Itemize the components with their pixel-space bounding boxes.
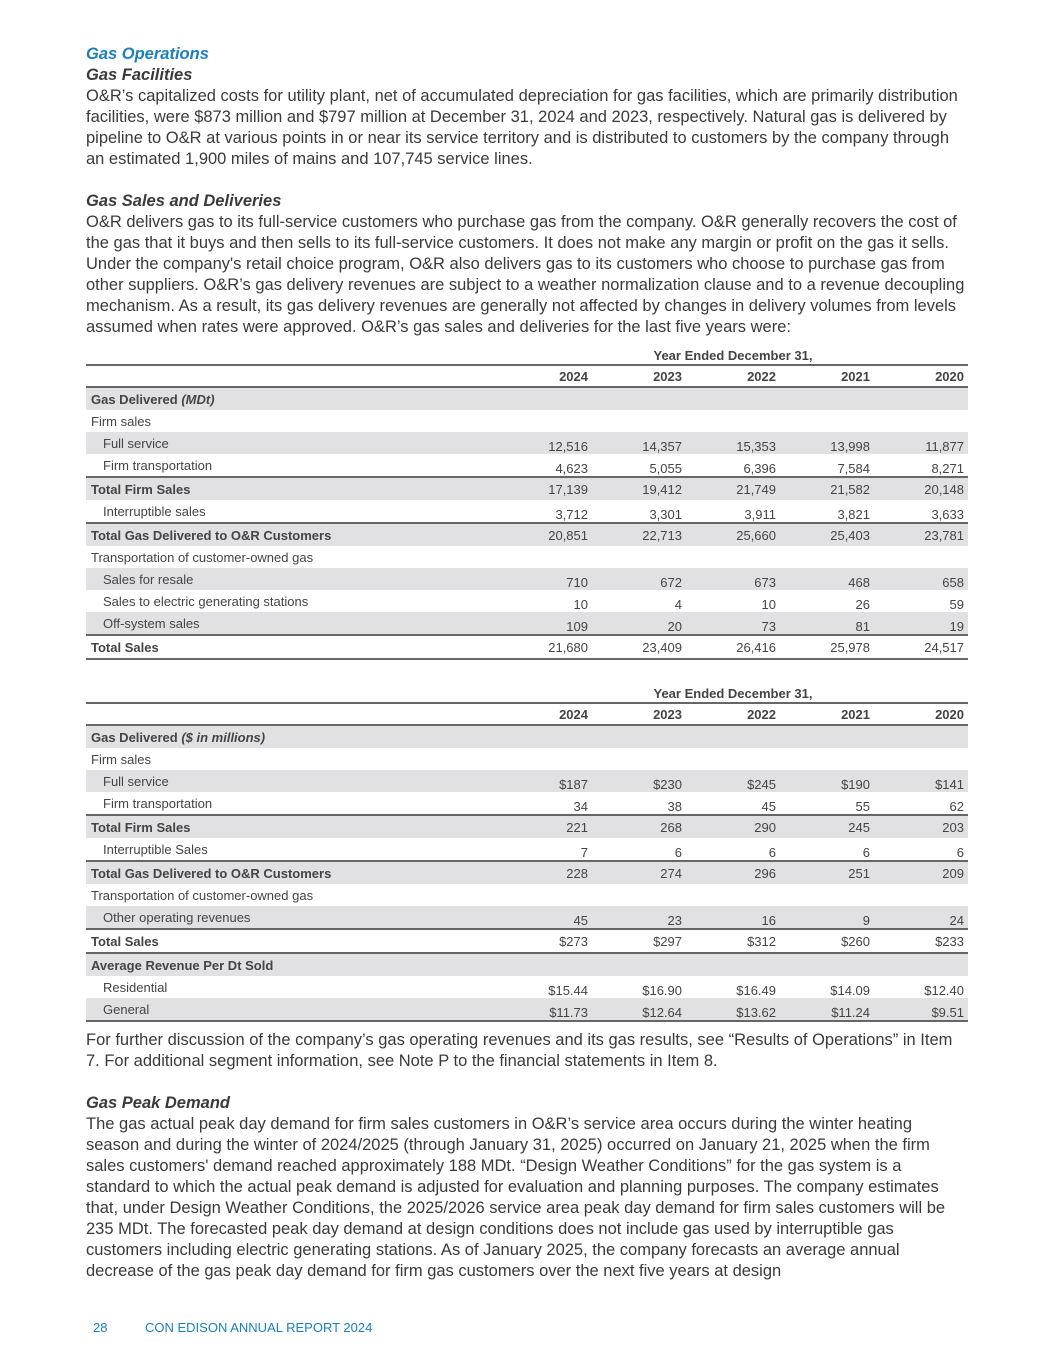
further-discussion-text: For further discussion of the company’s gas operating revenues and its gas results, see “Results of Operations” in Item 7. For additional segment information, see Note P to the financial statements in Item 8.	[86, 1031, 953, 1070]
table-caption: Year Ended December 31,	[653, 347, 813, 363]
gas-facilities-heading: Gas Facilities	[86, 66, 193, 84]
table-row: Interruptible Sales 7 6 6 6 6	[103, 841, 964, 860]
table-row: Sales to electric generating stations 10 4 10 26 59	[103, 593, 964, 612]
gas-delivered-dollars-table	[86, 684, 968, 1022]
report-title: CON EDISON ANNUAL REPORT 2024	[145, 1320, 373, 1335]
table-row: Interruptible sales 3,712 3,301 3,911 3,821 3,633	[103, 503, 964, 522]
page-footer	[93, 1320, 372, 1335]
table-title-row: Gas Delivered (MDt)	[86, 387, 968, 410]
section-title: Gas Operations	[86, 45, 209, 63]
table-row: Other operating revenues 45 23 16 9 24	[86, 906, 968, 929]
gas-delivered-mdt-table	[86, 346, 968, 660]
table-row: Full service 12,516 14,357 15,353 13,998 11,877	[86, 432, 968, 454]
table-row: Transportation of customer-owned gas	[91, 549, 314, 565]
table-caption: Year Ended December 31,	[653, 685, 813, 701]
table-row: Off-system sales 109 20 73 81 19	[86, 612, 968, 635]
total-row: Total Sales $273 $297 $312 $260 $233	[86, 929, 968, 953]
table-row: Full service $187 $230 $245 $190 $141	[86, 770, 968, 792]
total-row: Total Gas Delivered to O&R Customers 228 274 296 251 209	[86, 861, 968, 884]
table-row: Firm sales	[91, 413, 151, 429]
table-row: Transportation of customer-owned gas	[91, 887, 314, 903]
table-row: Sales for resale 710 672 673 468 658	[86, 568, 968, 590]
table-title-row: Gas Delivered ($ in millions)	[86, 725, 968, 748]
gas-peak-demand-heading: Gas Peak Demand	[86, 1094, 230, 1112]
page-number: 28	[93, 1320, 108, 1335]
gas-peak-demand-text: The gas actual peak day demand for firm sales customers in O&R’s service area occurs during the winter heating season and during the winter of 2024/2025 (through January 31, 2025) occurred on January 21, 2025 when the firm sales customers' demand reached approximately 188 MDt. “Design Weather Conditions” for the gas system is a standard to which the actual peak demand is adjusted for evaluation and planning purposes. The company estimates that, under Design Weather Conditions, the 2025/2026 service area peak day demand for firm sales customers will be 235 MDt. The forecasted peak day demand at design conditions does not include gas used by interruptible gas customers including electric generating stations. As of January 2025, the company forecasts an average annual decrease of the gas peak day demand for firm gas customers over the next five years at design	[86, 1115, 946, 1280]
total-row: Total Firm Sales 221 268 290 245 203	[86, 815, 968, 838]
table-row: Residential $15.44 $16.90 $16.49 $14.09 $12.40	[103, 979, 964, 998]
table-row: Firm sales	[91, 751, 151, 767]
gas-facilities-text: O&R’s capitalized costs for utility plant, net of accumulated depreciation for gas facilities, which are primarily distribution facilities, were $873 million and $797 million at December 31, 2024 and 2023, respectively. Natural gas is delivered by pipeline to O&R at various points in or near its service territory and is distributed to customers by the company through an estimated 1,900 miles of mains and 107,745 service lines.	[86, 87, 958, 168]
total-row: Total Gas Delivered to O&R Customers 20,851 22,713 25,660 25,403 23,781	[86, 523, 968, 546]
gas-sales-text: O&R delivers gas to its full-service customers who purchase gas from the company. O&R generally recovers the cost of the gas that it buys and then sells to its full-service customers. It does not make any margin or profit on the gas it sells. Under the company's retail choice program, O&R also delivers gas to its customers who choose to purchase gas from other suppliers. O&R’s gas delivery revenues are subject to a weather normalization clause and to a revenue decoupling mechanism. As a result, its gas delivery revenues are generally not affected by changes in delivery volumes from levels assumed when rates were approved. O&R’s gas sales and deliveries for the last five years were:	[86, 213, 965, 336]
table-row: General $11.73 $12.64 $13.62 $11.24 $9.51	[86, 998, 968, 1021]
table-row: Firm transportation 34 38 45 55 62	[103, 795, 964, 814]
year-header-row: 2024 2023 2022 2021 2020	[86, 365, 968, 387]
document-page	[86, 44, 968, 1282]
gas-sales-heading: Gas Sales and Deliveries	[86, 192, 282, 210]
total-row: Total Sales 21,680 23,409 26,416 25,978 24,517	[86, 635, 968, 659]
table-row: Firm transportation 4,623 5,055 6,396 7,584 8,271	[103, 457, 964, 476]
year-header-row: 2024 2023 2022 2021 2020	[86, 703, 968, 725]
table-row: Average Revenue Per Dt Sold	[86, 953, 968, 976]
total-row: Total Firm Sales 17,139 19,412 21,749 21,582 20,148	[86, 477, 968, 500]
